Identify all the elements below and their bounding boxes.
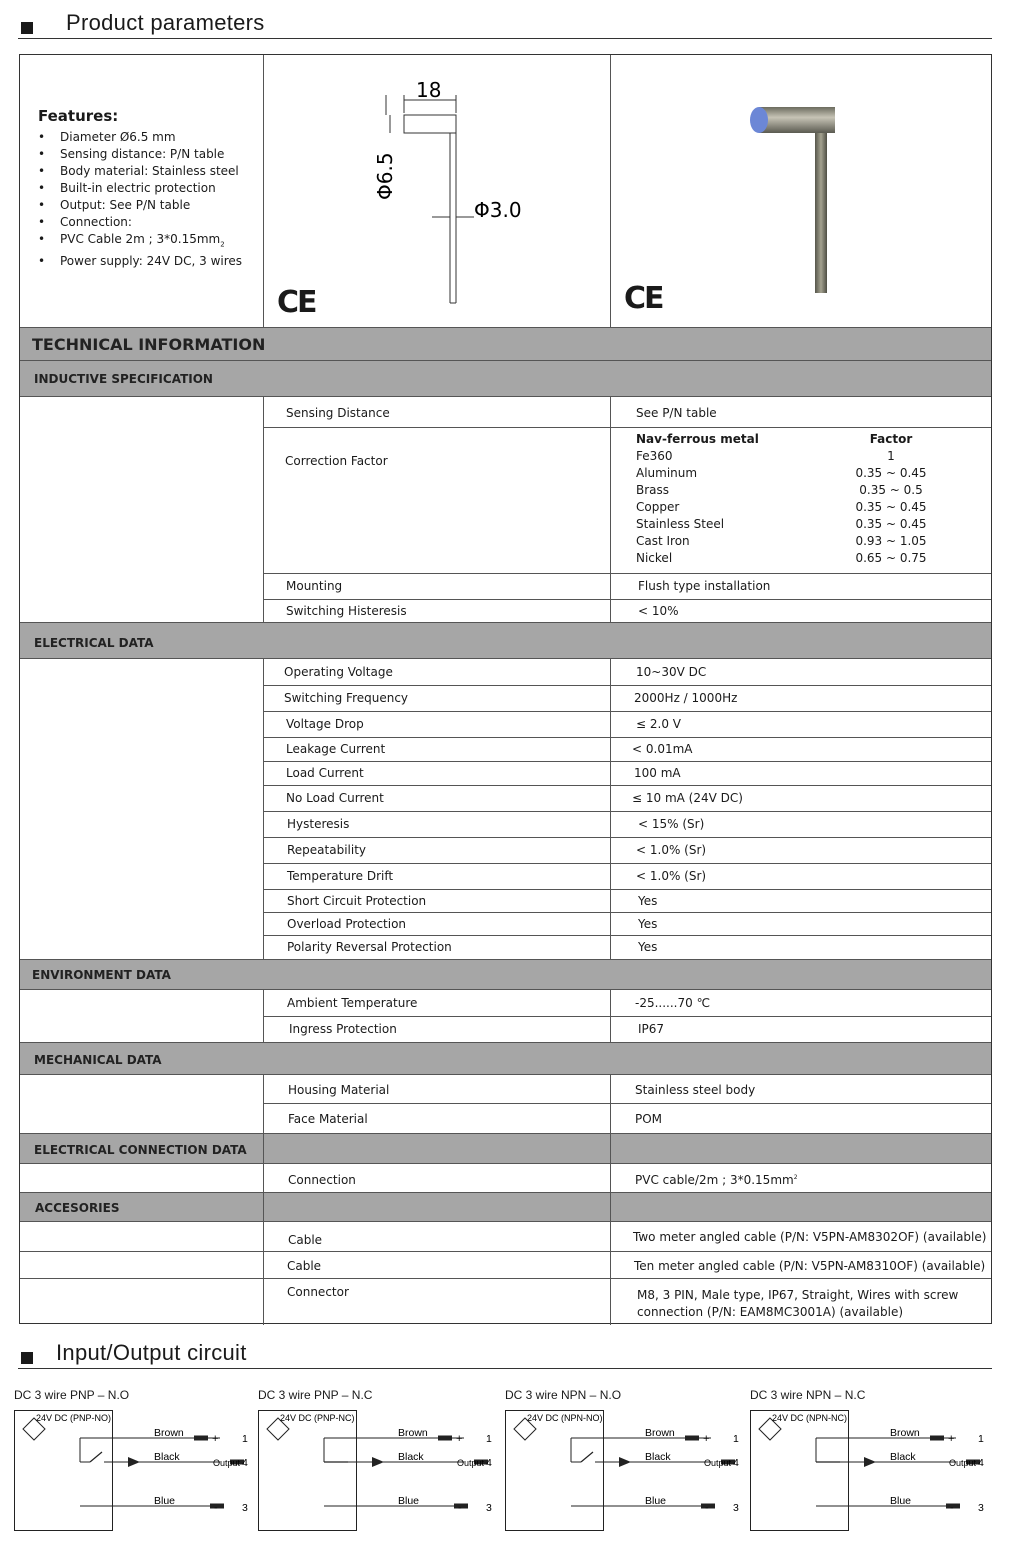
io-circuit-header bbox=[18, 1340, 992, 1369]
face-material-value: POM bbox=[635, 1112, 663, 1126]
electrical-row-label: Polarity Reversal Protection bbox=[287, 940, 452, 954]
svg-text:3: 3 bbox=[242, 1502, 248, 1514]
cf-row: Nickel 0.65 ~ 0.75 bbox=[636, 551, 927, 565]
length-dimension: 18 bbox=[416, 78, 442, 102]
electrical-row-value: < 0.01mA bbox=[632, 742, 693, 756]
electrical-row-value: < 15% (Sr) bbox=[638, 817, 705, 831]
feature-item: • Diameter Ø6.5 mm bbox=[38, 129, 242, 146]
circuit-diagram bbox=[505, 1388, 741, 1533]
feature-item: • Output: See P/N table bbox=[38, 197, 242, 214]
correction-factor-label: Correction Factor bbox=[285, 454, 388, 468]
ambient-temperature-label: Ambient Temperature bbox=[287, 996, 418, 1010]
svg-text:Black: Black bbox=[398, 1451, 424, 1463]
electrical-row-label: Hysteresis bbox=[287, 817, 350, 831]
feature-item: • Power supply: 24V DC, 3 wires bbox=[38, 253, 242, 270]
circuit-title: DC 3 wire NPN – N.C bbox=[750, 1388, 866, 1402]
circuit-diagram bbox=[258, 1388, 494, 1533]
svg-text:Output: Output bbox=[457, 1458, 485, 1468]
electrical-row-value: Yes bbox=[638, 940, 658, 954]
circuit-diagram bbox=[750, 1388, 986, 1533]
electrical-row-label: Short Circuit Protection bbox=[287, 894, 427, 908]
accessories-band bbox=[20, 1192, 991, 1222]
mounting-value: Flush type installation bbox=[638, 579, 771, 593]
features-block bbox=[38, 107, 242, 270]
correction-factor-table: Nav-ferrous metal Factor Fe360 1 Aluminum 0.35 ~ 0.45 Brass 0.35 ~ 0.5 Copper 0.35 ~ 0.45 Stainless Steel 0.35 ~ 0.45 Cast Iron 0.93 ~ 1.05 Nickel 0.65 ~ 0.75 bbox=[636, 432, 936, 568]
svg-text:Brown: Brown bbox=[398, 1427, 428, 1439]
feature-item: • Built-in electric protection bbox=[38, 180, 242, 197]
circuit-diagram bbox=[14, 1388, 250, 1533]
electrical-row-value: ≤ 10 mA (24V DC) bbox=[632, 791, 743, 805]
technical-info-band bbox=[20, 327, 991, 361]
accessory-value: M8, 3 PIN, Male type, IP67, Straight, Wires with screw connection (P/N: EAM8MC3001A) (available) bbox=[637, 1288, 959, 1319]
features-title: Features: bbox=[38, 107, 119, 125]
sensing-distance-value: See P/N table bbox=[636, 406, 717, 420]
svg-text:Blue: Blue bbox=[645, 1495, 667, 1507]
product-photo bbox=[611, 55, 991, 327]
inductive-spec-band bbox=[20, 360, 991, 397]
ce-mark-icon: CE bbox=[624, 281, 663, 316]
svg-text:3: 3 bbox=[733, 1502, 739, 1514]
accessory-value: Two meter angled cable (P/N: V5PN-AM8302OF) (available) bbox=[633, 1230, 987, 1244]
svg-text:Brown: Brown bbox=[154, 1427, 184, 1439]
circuit-schematic bbox=[505, 1408, 741, 1533]
switching-histeresis-value: < 10% bbox=[638, 604, 679, 618]
svg-text:3: 3 bbox=[978, 1502, 984, 1514]
svg-text:4: 4 bbox=[733, 1457, 739, 1469]
housing-material-label: Housing Material bbox=[288, 1083, 390, 1097]
electrical-row-value: ≤ 2.0 V bbox=[636, 717, 681, 731]
svg-text:24V DC (NPN-NC): 24V DC (NPN-NC) bbox=[772, 1413, 848, 1423]
electrical-row-label: Leakage Current bbox=[286, 742, 386, 756]
accessory-label: Cable bbox=[287, 1259, 322, 1273]
mechanical-data-band bbox=[20, 1042, 991, 1075]
electrical-row-value: Yes bbox=[638, 894, 658, 908]
switching-histeresis-label: Switching Histeresis bbox=[286, 604, 407, 618]
electrical-row-value: 10~30V DC bbox=[636, 665, 707, 679]
circuit-title: DC 3 wire PNP – N.C bbox=[258, 1388, 373, 1402]
page-title: Product parameters bbox=[66, 10, 265, 35]
electrical-row-value: < 1.0% (Sr) bbox=[636, 869, 707, 883]
cable-dimension: Φ3.0 bbox=[474, 198, 522, 222]
electrical-data-title: ELECTRICAL DATA bbox=[34, 636, 154, 650]
ambient-temperature-value: -25......70 ℃ bbox=[635, 996, 711, 1010]
feature-item: • Body material: Stainless steel bbox=[38, 163, 242, 180]
accessories-title: ACCESORIES bbox=[35, 1201, 120, 1215]
cf-row: Fe360 1 bbox=[636, 449, 895, 463]
product-parameters-header bbox=[18, 10, 992, 39]
svg-text:+: + bbox=[703, 1433, 710, 1445]
svg-text:4: 4 bbox=[242, 1457, 248, 1469]
electrical-row-label: Repeatability bbox=[287, 843, 367, 857]
inductive-spec-title: INDUCTIVE SPECIFICATION bbox=[34, 372, 213, 386]
electrical-row-label: Load Current bbox=[286, 766, 364, 780]
svg-text:3: 3 bbox=[486, 1502, 492, 1514]
feature-item: • Sensing distance: P/N table bbox=[38, 146, 242, 163]
svg-text:24V DC (PNP-NC): 24V DC (PNP-NC) bbox=[280, 1413, 355, 1423]
circuit-schematic bbox=[750, 1408, 986, 1533]
ce-mark-icon: CE bbox=[277, 285, 316, 320]
electrical-row-value: 100 mA bbox=[634, 766, 681, 780]
electrical-row-label: Operating Voltage bbox=[284, 665, 393, 679]
svg-text:1: 1 bbox=[978, 1433, 984, 1445]
connection-data-band bbox=[20, 1133, 991, 1164]
connection-label: Connection bbox=[288, 1173, 356, 1187]
circuit-schematic bbox=[258, 1408, 494, 1533]
housing-material-value: Stainless steel body bbox=[635, 1083, 756, 1097]
electrical-data-band bbox=[20, 622, 991, 659]
bullet-square-icon bbox=[21, 1352, 33, 1364]
electrical-row-label: Temperature Drift bbox=[287, 869, 394, 883]
svg-text:Output: Output bbox=[704, 1458, 732, 1468]
cf-row: Copper 0.35 ~ 0.45 bbox=[636, 500, 927, 514]
mounting-label: Mounting bbox=[286, 579, 343, 593]
svg-text:24V DC (NPN-NO): 24V DC (NPN-NO) bbox=[527, 1413, 603, 1423]
electrical-row-label: No Load Current bbox=[286, 791, 384, 805]
io-circuit-title: Input/Output circuit bbox=[56, 1340, 247, 1365]
svg-text:1: 1 bbox=[733, 1433, 739, 1445]
electrical-row-value: 2000Hz / 1000Hz bbox=[634, 691, 738, 705]
svg-text:4: 4 bbox=[978, 1457, 984, 1469]
sensing-distance-label: Sensing Distance bbox=[286, 406, 390, 420]
connection-value: PVC cable/2m ; $3*0.15mm^2$ bbox=[635, 1173, 798, 1187]
svg-text:Black: Black bbox=[890, 1451, 916, 1463]
cf-row: Aluminum 0.35 ~ 0.45 bbox=[636, 466, 927, 480]
svg-text:4: 4 bbox=[486, 1457, 492, 1469]
svg-text:+: + bbox=[456, 1433, 463, 1445]
svg-text:+: + bbox=[212, 1433, 219, 1445]
svg-text:1: 1 bbox=[486, 1433, 492, 1445]
circuit-schematic bbox=[14, 1408, 250, 1533]
svg-text:Blue: Blue bbox=[890, 1495, 912, 1507]
svg-text:-: - bbox=[214, 1502, 218, 1514]
electrical-row-label: Voltage Drop bbox=[286, 717, 364, 731]
diameter-dimension: Φ6.5 bbox=[373, 152, 397, 200]
environment-data-band bbox=[20, 959, 991, 990]
electrical-row-label: Switching Frequency bbox=[284, 691, 409, 705]
bullet-square-icon bbox=[21, 22, 33, 34]
svg-text:Black: Black bbox=[154, 1451, 180, 1463]
electrical-row-value: < 1.0% (Sr) bbox=[636, 843, 707, 857]
mechanical-data-title: MECHANICAL DATA bbox=[34, 1053, 162, 1067]
svg-text:Brown: Brown bbox=[890, 1427, 920, 1439]
connection-data-title: ELECTRICAL CONNECTION DATA bbox=[34, 1143, 247, 1157]
features-list bbox=[38, 129, 242, 270]
svg-text:-: - bbox=[458, 1502, 462, 1514]
technical-info-title: TECHNICAL INFORMATION bbox=[32, 335, 266, 354]
electrical-row-value: Yes bbox=[638, 917, 658, 931]
svg-text:Black: Black bbox=[645, 1451, 671, 1463]
feature-item: • Connection: bbox=[38, 214, 242, 231]
face-material-label: Face Material bbox=[288, 1112, 368, 1126]
accessory-label: Connector bbox=[287, 1285, 349, 1299]
spec-table bbox=[19, 54, 992, 1324]
cf-row: Brass 0.35 ~ 0.5 bbox=[636, 483, 923, 497]
svg-text:Blue: Blue bbox=[154, 1495, 176, 1507]
ingress-protection-value: IP67 bbox=[638, 1022, 665, 1036]
ingress-protection-label: Ingress Protection bbox=[289, 1022, 397, 1036]
feature-connection-detail: • PVC Cable 2m ; $3*0.15mm_2$ bbox=[38, 231, 242, 253]
svg-text:Brown: Brown bbox=[645, 1427, 675, 1439]
circuit-title: DC 3 wire PNP – N.O bbox=[14, 1388, 130, 1402]
svg-text:-: - bbox=[950, 1502, 954, 1514]
svg-text:-: - bbox=[705, 1502, 709, 1514]
circuit-title: DC 3 wire NPN – N.O bbox=[505, 1388, 622, 1402]
accessory-value: Ten meter angled cable (P/N: V5PN-AM8310OF) (available) bbox=[634, 1259, 986, 1273]
svg-text:Output: Output bbox=[949, 1458, 977, 1468]
cf-row: Stainless Steel 0.35 ~ 0.45 bbox=[636, 517, 927, 531]
environment-data-title: ENVIRONMENT DATA bbox=[32, 968, 171, 982]
svg-text:24V DC (PNP-NO): 24V DC (PNP-NO) bbox=[36, 1413, 112, 1423]
svg-text:Blue: Blue bbox=[398, 1495, 420, 1507]
cf-row: Cast Iron 0.93 ~ 1.05 bbox=[636, 534, 927, 548]
electrical-row-label: Overload Protection bbox=[287, 917, 407, 931]
svg-text:+: + bbox=[948, 1433, 955, 1445]
accessory-label: Cable bbox=[288, 1233, 323, 1247]
svg-text:1: 1 bbox=[242, 1433, 248, 1445]
svg-text:Output: Output bbox=[213, 1458, 241, 1468]
